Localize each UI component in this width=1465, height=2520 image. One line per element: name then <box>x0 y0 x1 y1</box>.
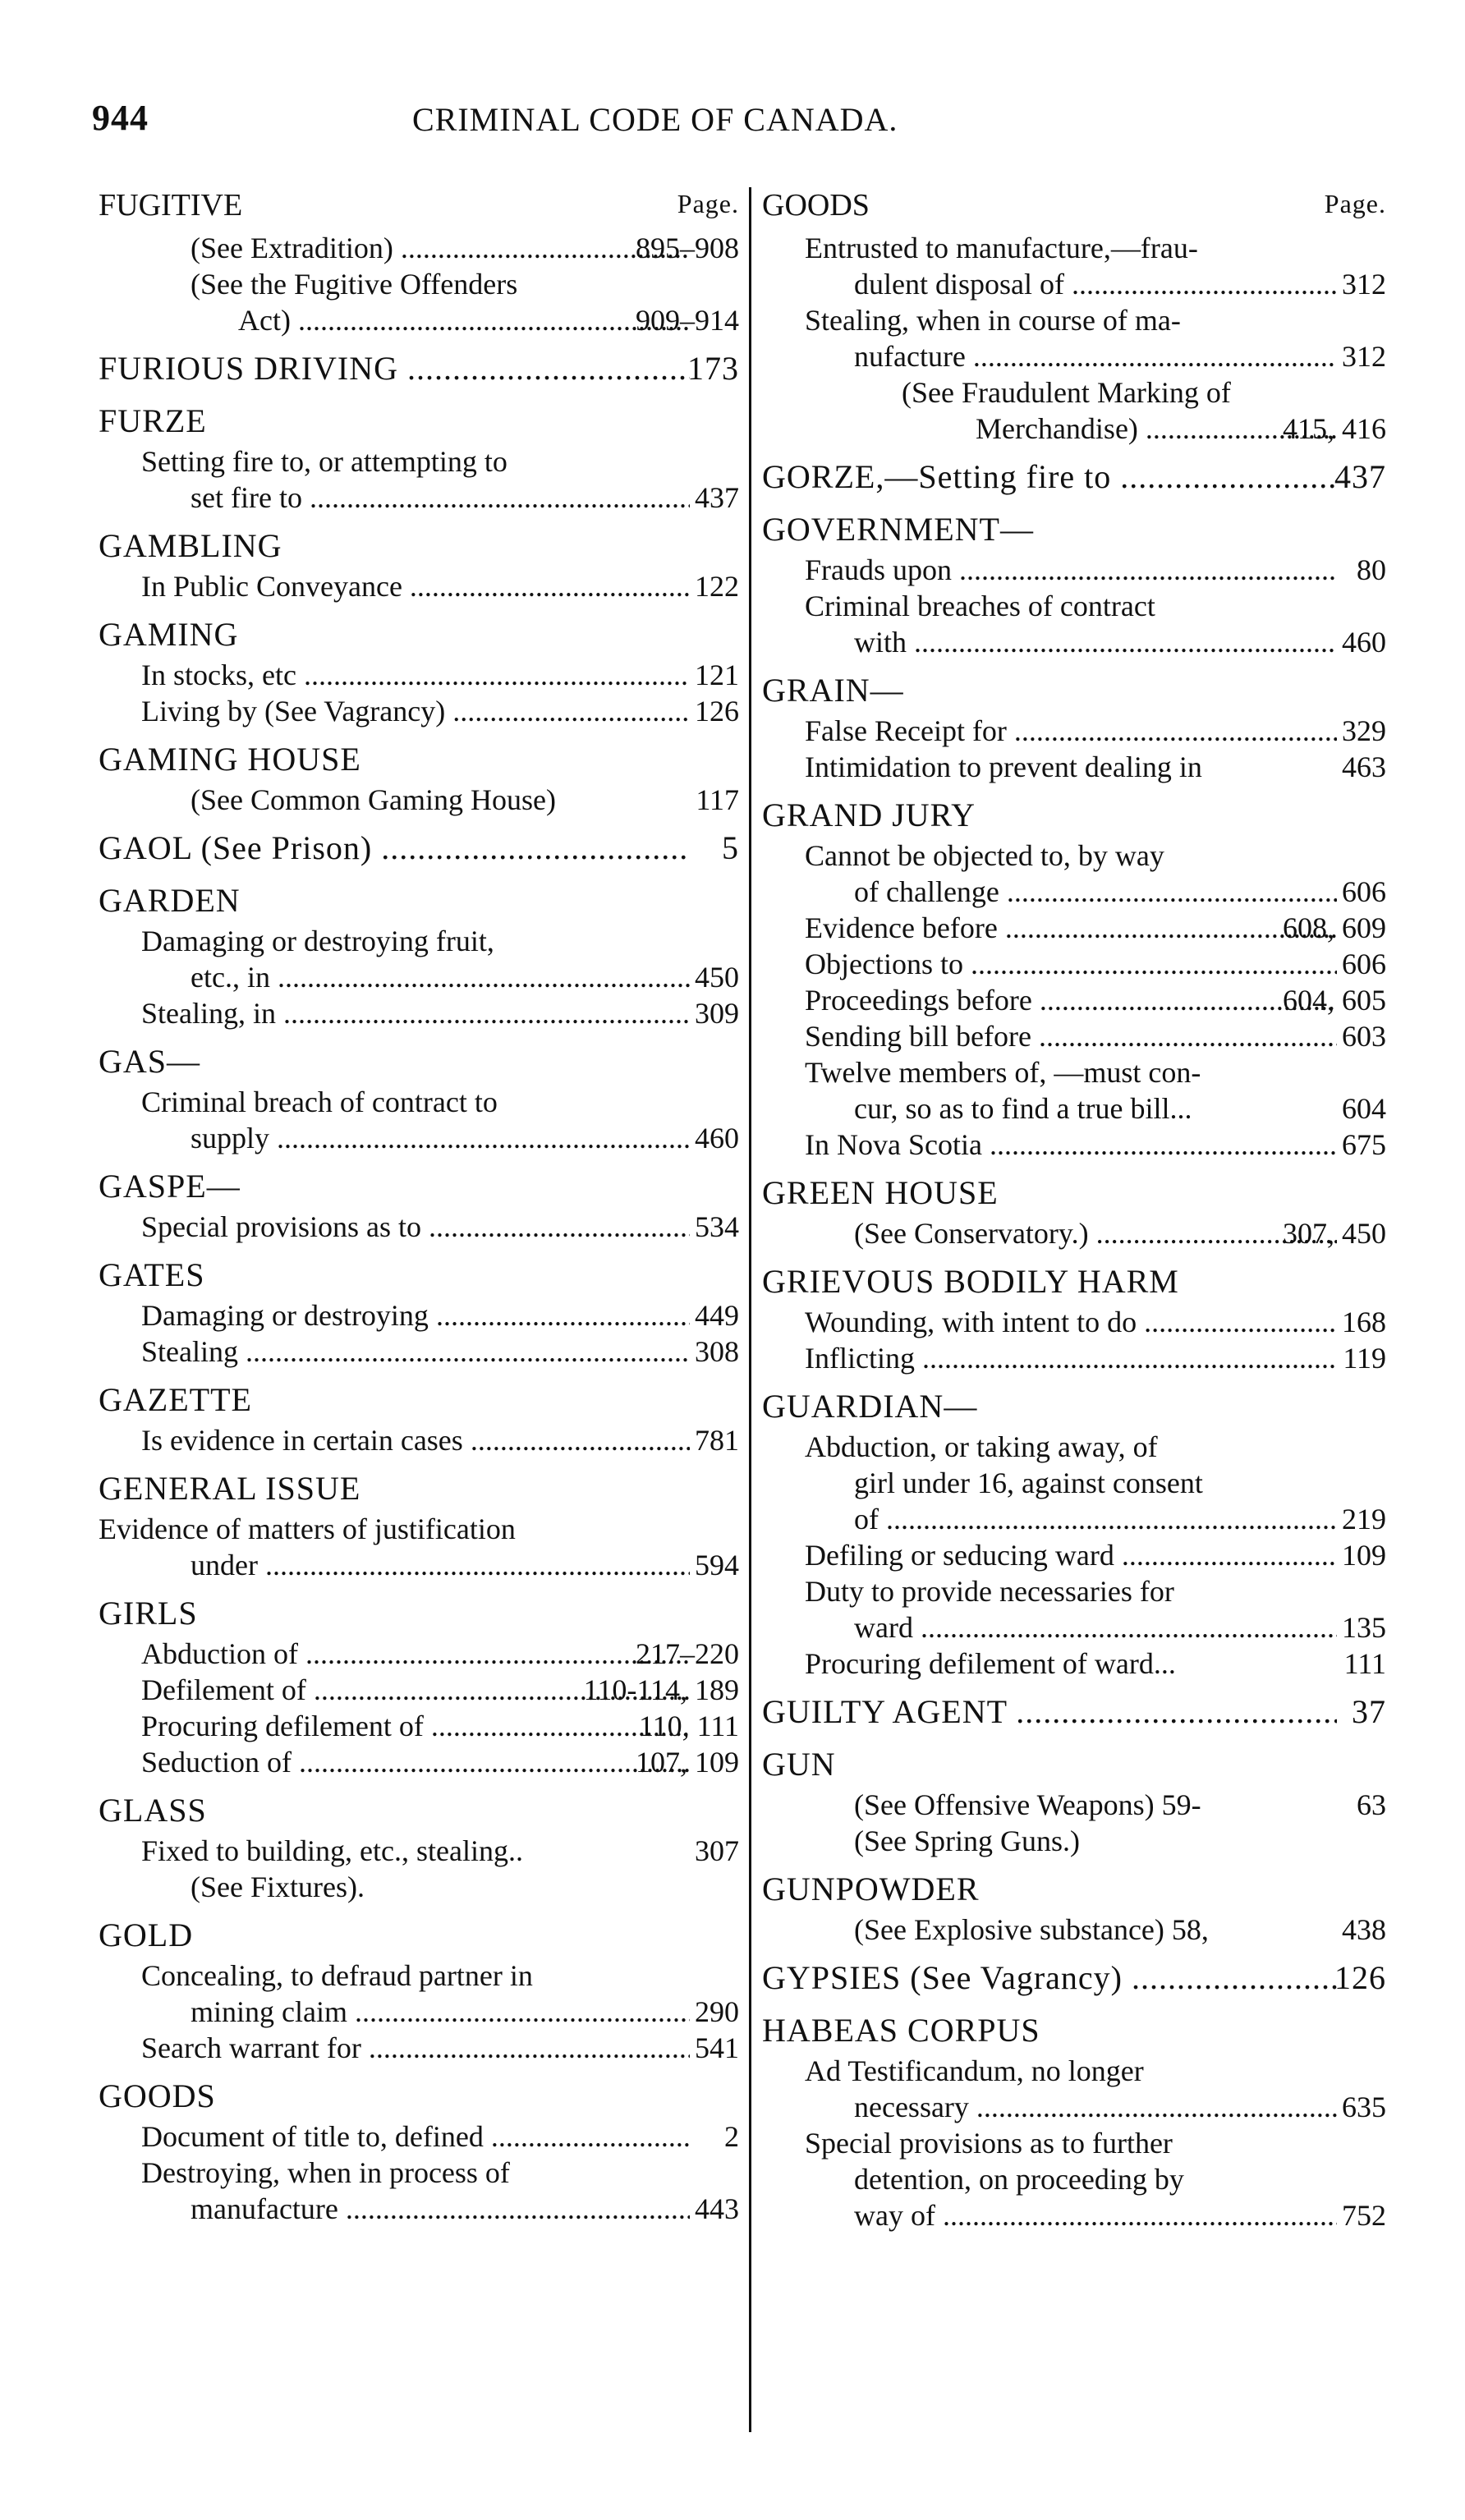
index-heading: GRAND JURY <box>762 796 976 833</box>
page-reference: 460 <box>1342 626 1386 659</box>
index-entry <box>191 1547 739 1583</box>
index-entry <box>805 1018 1386 1054</box>
index-entry <box>191 959 739 995</box>
page-reference: 135 <box>1342 1611 1386 1644</box>
entry-text: In stocks, etc ..... <box>141 657 690 693</box>
entry-text: Defilement of ..... <box>141 1672 690 1708</box>
entry-text: Cannot be objected to, by way <box>805 839 1164 872</box>
entry-text: Stealing ..... <box>141 1333 690 1370</box>
index-heading: GASPE— <box>99 1168 241 1205</box>
index-heading <box>762 1693 1386 1734</box>
index-entry <box>805 910 1386 946</box>
index-entry <box>191 266 739 302</box>
index-heading <box>762 1959 1386 2000</box>
page-title: CRIMINAL CODE OF CANADA. <box>412 101 898 138</box>
index-entry <box>141 1708 739 1744</box>
index-heading: GIRLS <box>99 1595 198 1632</box>
page-reference: 534 <box>695 1210 739 1243</box>
index-entry <box>805 713 1386 749</box>
entry-text: (See Fraudulent Marking of <box>902 376 1231 409</box>
entry-text: etc., in ..... <box>191 959 690 995</box>
heading-text: GAOL (See Prison) ..... <box>99 829 690 867</box>
index-entry <box>854 1090 1386 1127</box>
page-reference: 895–908 <box>636 232 739 264</box>
entry-text: under ..... <box>191 1547 690 1583</box>
entry-text: detention, on proceeding by <box>854 2163 1184 2196</box>
page-reference: 5 <box>722 829 739 866</box>
index-entry <box>805 946 1386 982</box>
index-entry <box>854 338 1386 374</box>
index-entry <box>141 2030 739 2066</box>
index-heading: GOLD <box>99 1916 194 1953</box>
index-entry <box>854 2197 1386 2233</box>
index-entry <box>191 2191 739 2227</box>
heading-text: GORZE,—Setting fire to ..... <box>762 458 1337 496</box>
entry-text: Document of title to, defined ..... <box>141 2118 690 2155</box>
left-entries <box>99 230 739 2227</box>
index-entry <box>191 480 739 516</box>
entry-text: cur, so as to find a true bill... <box>854 1092 1192 1125</box>
entry-text: (See Fixtures). <box>191 1870 365 1903</box>
index-entry <box>805 1429 1386 1465</box>
heading-text: GYPSIES (See Vagrancy) ..... <box>762 1959 1337 1997</box>
entry-text: (See Explosive substance) 58, <box>854 1913 1209 1946</box>
index-entry <box>191 1994 739 2030</box>
page-reference: 443 <box>695 2192 739 2225</box>
entry-text: In Nova Scotia ..... <box>805 1127 1337 1163</box>
page-reference: 217–220 <box>636 1637 739 1670</box>
entry-text: manufacture ..... <box>191 2191 690 2227</box>
page-reference: 608, 609 <box>1283 911 1386 944</box>
index-entry <box>805 2125 1386 2161</box>
index-entry <box>141 568 739 604</box>
entry-text: Intimidation to prevent dealing in <box>805 750 1202 783</box>
page-reference: 606 <box>1342 948 1386 980</box>
right-head-page-label: Page. <box>1324 189 1386 218</box>
entry-text: Ad Testificandum, no longer <box>805 2054 1144 2087</box>
page-reference: 675 <box>1342 1128 1386 1161</box>
page-reference: 541 <box>695 2031 739 2064</box>
page-reference: 117 <box>696 783 739 816</box>
page-reference: 307 <box>695 1834 739 1867</box>
entry-text: Damaging or destroying ..... <box>141 1297 690 1333</box>
index-entry <box>141 1744 739 1780</box>
page-reference: 290 <box>695 1995 739 2028</box>
index-entry <box>805 230 1386 266</box>
index-entry <box>805 1304 1386 1340</box>
index-entry <box>238 302 739 338</box>
index-entry <box>191 782 739 818</box>
index-entry <box>805 552 1386 588</box>
entry-text: Abduction, or taking away, of <box>805 1430 1158 1463</box>
index-heading: GREEN HOUSE <box>762 1174 999 1211</box>
entry-text: Defiling or seducing ward ..... <box>805 1537 1337 1573</box>
index-heading: GRIEVOUS BODILY HARM <box>762 1263 1179 1300</box>
entry-text: Entrusted to manufacture,—frau- <box>805 232 1198 264</box>
page-reference: 603 <box>1342 1020 1386 1053</box>
page-reference: 63 <box>1357 1788 1386 1821</box>
index-entry <box>854 1787 1386 1823</box>
running-head <box>92 97 1373 146</box>
index-entry <box>805 588 1386 624</box>
entry-text: (See Offensive Weapons) 59- <box>854 1788 1201 1821</box>
heading-text: FURIOUS DRIVING ..... <box>99 350 690 388</box>
entry-text: of ..... <box>854 1501 1337 1537</box>
entry-text: Damaging or destroying fruit, <box>141 925 494 957</box>
page-reference: 438 <box>1342 1913 1386 1946</box>
page-reference: 604 <box>1342 1092 1386 1125</box>
page-reference: 909–914 <box>636 304 739 337</box>
index-entry <box>191 1869 739 1905</box>
entry-text: Wounding, with intent to do ..... <box>805 1304 1337 1340</box>
page-reference: 109 <box>1342 1539 1386 1572</box>
entry-text: Twelve members of, —must con- <box>805 1056 1201 1089</box>
index-heading: GAMING <box>99 616 239 653</box>
entry-text: necessary ..... <box>854 2089 1337 2125</box>
index-entry <box>141 1333 739 1370</box>
entry-text: Living by (See Vagrancy) ..... <box>141 693 690 729</box>
page-reference: 119 <box>1343 1342 1386 1375</box>
entry-text: ward ..... <box>854 1609 1337 1646</box>
index-entry <box>976 411 1386 447</box>
index-entry <box>141 2155 739 2191</box>
index-heading: GUNPOWDER <box>762 1870 980 1907</box>
index-entry <box>805 1127 1386 1163</box>
index-heading: GLASS <box>99 1792 207 1829</box>
entry-text: of challenge ..... <box>854 874 1337 910</box>
index-entry <box>854 1823 1386 1859</box>
index-heading: GENERAL ISSUE <box>99 1470 361 1507</box>
page-reference: 173 <box>687 350 739 387</box>
entry-text: Sending bill before ..... <box>805 1018 1337 1054</box>
page-reference: 110-114, 189 <box>583 1673 739 1706</box>
index-entry <box>141 995 739 1031</box>
index-entry <box>854 1609 1386 1646</box>
entry-text: Search warrant for ..... <box>141 2030 690 2066</box>
index-heading: GUARDIAN— <box>762 1388 978 1425</box>
entry-text: Criminal breach of contract to <box>141 1086 498 1118</box>
index-entry <box>141 1636 739 1672</box>
right-column-head <box>762 187 1386 230</box>
entry-text: (See Extradition) ..... <box>191 230 690 266</box>
page-reference: 437 <box>695 481 739 514</box>
index-entry <box>141 443 739 480</box>
page-reference: 312 <box>1342 340 1386 373</box>
right-entries <box>762 230 1386 2233</box>
page-reference: 635 <box>1342 2091 1386 2123</box>
entry-text: Concealing, to defraud partner in <box>141 1959 533 1992</box>
entry-text: nufacture ..... <box>854 338 1337 374</box>
index-entry <box>805 1537 1386 1573</box>
entry-text: In Public Conveyance ..... <box>141 568 690 604</box>
page-reference: 309 <box>695 997 739 1030</box>
index-entry <box>141 1084 739 1120</box>
index-entry <box>854 1912 1386 1948</box>
index-entry <box>805 1573 1386 1609</box>
index-heading: FURZE <box>99 402 207 439</box>
entry-text: Merchandise) ..... <box>976 411 1337 447</box>
page-reference: 312 <box>1342 268 1386 301</box>
page-reference: 604, 605 <box>1283 984 1386 1017</box>
page-reference: 168 <box>1342 1306 1386 1338</box>
index-heading: GUN <box>762 1746 836 1783</box>
entry-text: mining claim ..... <box>191 1994 690 2030</box>
entry-text: Seduction of ..... <box>141 1744 690 1780</box>
page-reference: 219 <box>1342 1503 1386 1535</box>
page-reference: 606 <box>1342 875 1386 908</box>
index-heading: GAMBLING <box>99 527 282 564</box>
page-reference: 126 <box>1334 1959 1386 1996</box>
entry-text: girl under 16, against consent <box>854 1467 1203 1499</box>
index-entry <box>854 624 1386 660</box>
page-reference: 437 <box>1334 458 1386 495</box>
index-heading: GATES <box>99 1256 205 1293</box>
page-reference: 329 <box>1342 714 1386 747</box>
entry-text: (See Spring Guns.) <box>854 1825 1080 1857</box>
index-entry <box>805 749 1386 785</box>
entry-text: Evidence of matters of justification <box>99 1512 516 1545</box>
index-entry <box>854 1215 1386 1251</box>
page-reference: 307, 450 <box>1283 1217 1386 1250</box>
index-entry <box>141 657 739 693</box>
page-reference: 80 <box>1357 553 1386 586</box>
page-reference: 450 <box>695 961 739 994</box>
page-reference: 752 <box>1342 2199 1386 2232</box>
entry-text: dulent disposal of ..... <box>854 266 1337 302</box>
page-reference: 308 <box>695 1335 739 1368</box>
page-reference: 594 <box>695 1549 739 1581</box>
index-entry <box>805 2053 1386 2089</box>
entry-text: way of ..... <box>854 2197 1337 2233</box>
index-entry <box>854 1501 1386 1537</box>
index-entry <box>141 1958 739 1994</box>
index-entry <box>805 838 1386 874</box>
page-reference: 449 <box>695 1299 739 1332</box>
entry-text: set fire to ..... <box>191 480 690 516</box>
index-entry <box>805 1340 1386 1376</box>
page-reference: 121 <box>695 659 739 691</box>
page-reference: 107, 109 <box>636 1746 739 1779</box>
page-reference: 415, 416 <box>1283 412 1386 445</box>
entry-text: (See Conservatory.) ..... <box>854 1215 1337 1251</box>
right-column <box>762 187 1386 2233</box>
entry-text: Setting fire to, or attempting to <box>141 445 507 478</box>
index-entry <box>805 1054 1386 1090</box>
right-head-word: GOODS <box>762 188 870 223</box>
index-entry <box>141 1209 739 1245</box>
entry-text: Stealing, in ..... <box>141 995 690 1031</box>
page-reference: 460 <box>695 1122 739 1154</box>
index-entry <box>141 923 739 959</box>
index-entry <box>854 2089 1386 2125</box>
index-entry <box>141 693 739 729</box>
left-column-head <box>99 187 739 230</box>
entry-text: Objections to ..... <box>805 946 1337 982</box>
column-divider <box>749 187 751 2432</box>
entry-text: Evidence before ..... <box>805 910 1337 946</box>
entry-text: Destroying, when in process of <box>141 2156 510 2189</box>
page-reference: 110, 111 <box>639 1710 739 1742</box>
index-entry <box>191 230 739 266</box>
index-entry <box>902 374 1386 411</box>
entry-text: (See the Fugitive Offenders <box>191 268 518 301</box>
left-column <box>99 187 739 2227</box>
index-entry <box>141 1422 739 1458</box>
index-heading: GARDEN <box>99 882 241 919</box>
entry-text: Procuring defilement of ..... <box>141 1708 690 1744</box>
page-reference: 37 <box>1352 1693 1386 1730</box>
entry-text: Inflicting ..... <box>805 1340 1337 1376</box>
entry-text: Special provisions as to further <box>805 2127 1173 2160</box>
index-heading: GAZETTE <box>99 1381 252 1418</box>
index-entry <box>805 982 1386 1018</box>
entry-text: Is evidence in certain cases ..... <box>141 1422 690 1458</box>
index-entry <box>141 1833 739 1869</box>
index-entry <box>141 1672 739 1708</box>
page-reference: 111 <box>1343 1647 1386 1680</box>
index-heading: GOVERNMENT— <box>762 511 1034 548</box>
index-heading <box>99 350 739 391</box>
entry-text: with ..... <box>854 624 1337 660</box>
index-entry <box>141 2118 739 2155</box>
page-reference: 122 <box>695 570 739 603</box>
entry-text: Frauds upon ..... <box>805 552 1337 588</box>
index-entry <box>191 1120 739 1156</box>
index-entry <box>854 874 1386 910</box>
index-heading: GRAIN— <box>762 672 904 709</box>
page-reference: 781 <box>695 1424 739 1457</box>
page-reference: 126 <box>695 695 739 728</box>
index-entry <box>805 302 1386 338</box>
left-head-page-label: Page. <box>677 189 739 218</box>
index-heading <box>762 458 1386 499</box>
page-number: 944 <box>92 98 149 138</box>
index-heading: GAMING HOUSE <box>99 741 361 778</box>
entry-text: Procuring defilement of ward... <box>805 1647 1176 1680</box>
entry-text: Proceedings before ..... <box>805 982 1337 1018</box>
entry-text: (See Common Gaming House) <box>191 783 556 816</box>
index-entry <box>141 1297 739 1333</box>
entry-text: Criminal breaches of contract <box>805 590 1155 622</box>
entry-text: Fixed to building, etc., stealing.. <box>141 1834 523 1867</box>
page-reference: 463 <box>1342 750 1386 783</box>
heading-text: GUILTY AGENT ..... <box>762 1693 1337 1731</box>
entry-text: supply ..... <box>191 1120 690 1156</box>
index-entry <box>99 1511 739 1547</box>
page-reference: 2 <box>724 2120 739 2153</box>
entry-text: Special provisions as to ..... <box>141 1209 690 1245</box>
entry-text: Stealing, when in course of ma- <box>805 304 1181 337</box>
entry-text: Act) ..... <box>238 302 690 338</box>
index-heading: HABEAS CORPUS <box>762 2012 1040 2049</box>
index-entry <box>854 266 1386 302</box>
entry-text: Abduction of ..... <box>141 1636 690 1672</box>
index-entry <box>805 1646 1386 1682</box>
index-heading: GOODS <box>99 2077 216 2114</box>
index-heading <box>99 829 739 870</box>
entry-text: False Receipt for ..... <box>805 713 1337 749</box>
index-heading: GAS— <box>99 1043 201 1080</box>
index-entry <box>854 1465 1386 1501</box>
index-entry <box>854 2161 1386 2197</box>
entry-text: Duty to provide necessaries for <box>805 1575 1174 1608</box>
left-head-word: FUGITIVE <box>99 188 243 223</box>
